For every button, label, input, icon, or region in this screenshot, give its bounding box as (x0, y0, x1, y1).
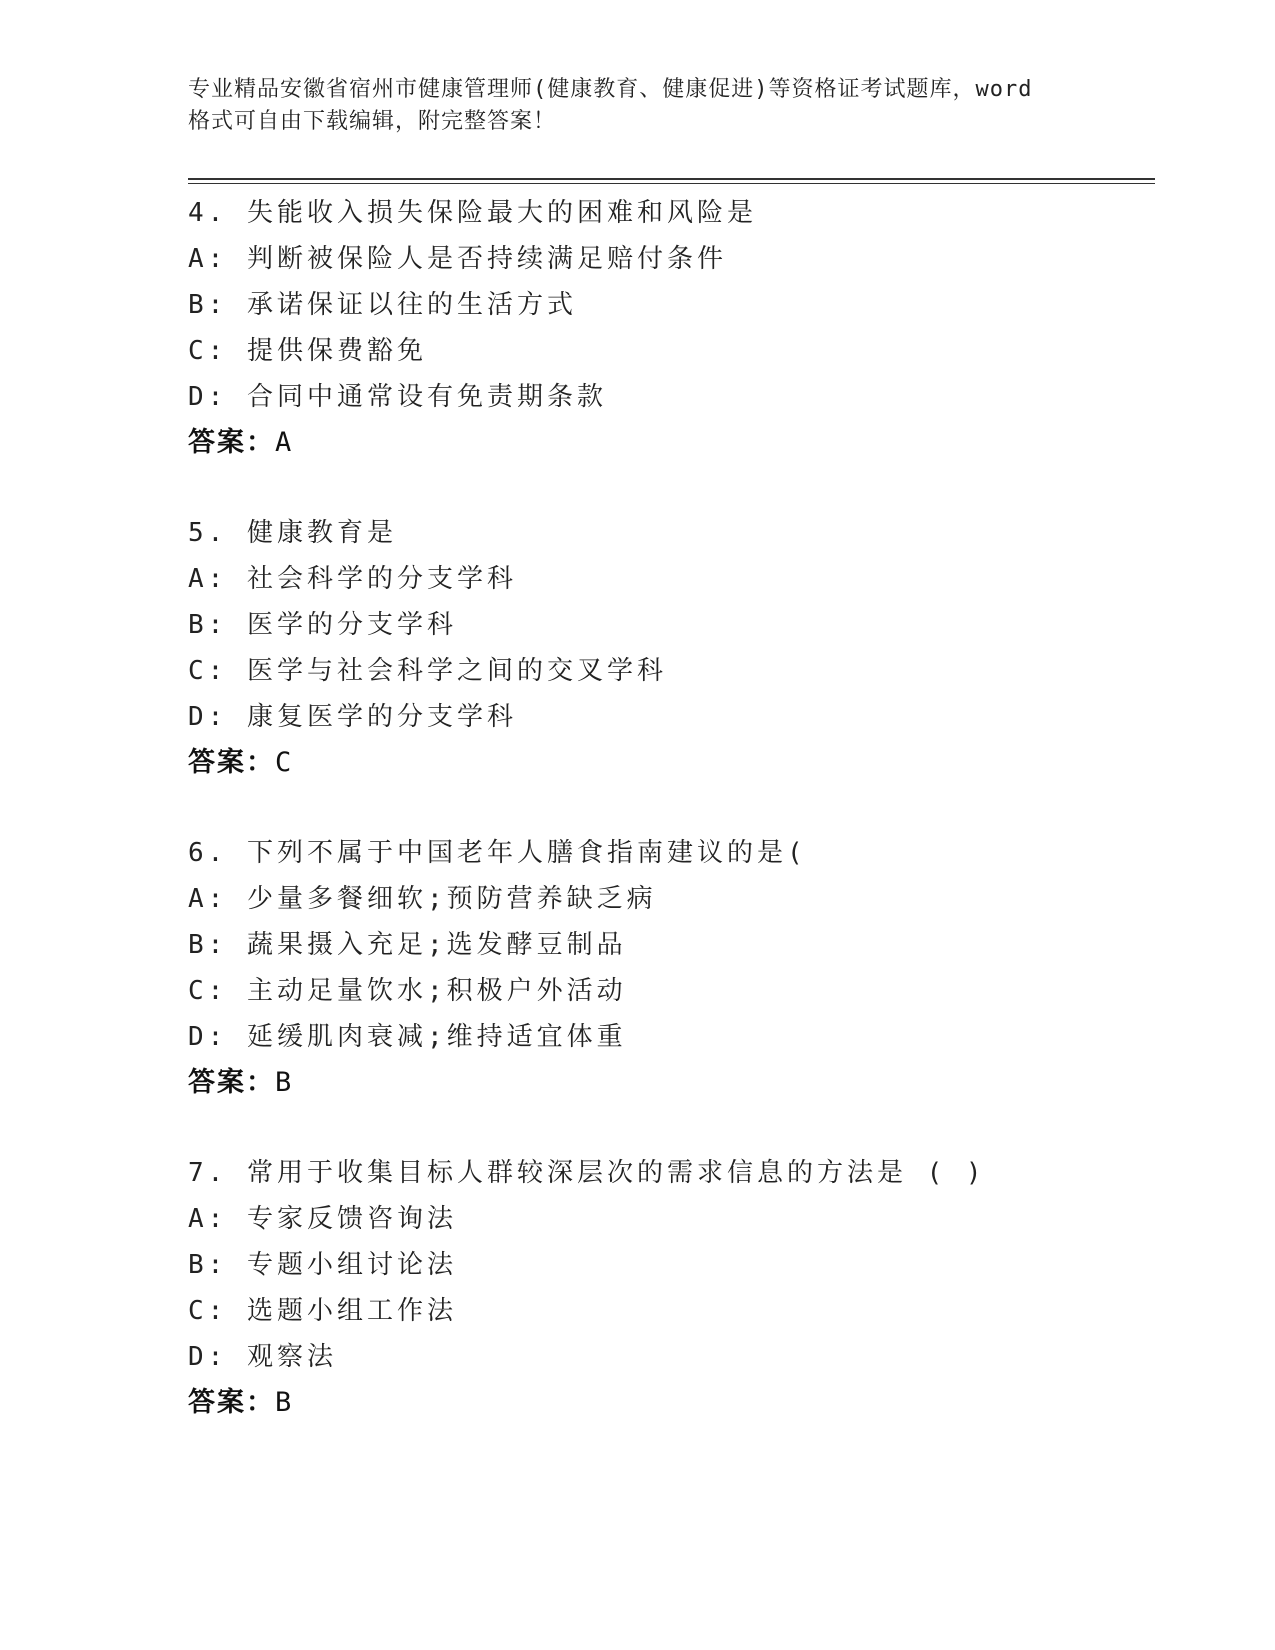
option-a: A: 专家反馈咨询法 (188, 1204, 457, 1234)
question-stem: 6. 下列不属于中国老年人膳食指南建议的是( (188, 838, 807, 868)
option-d: D: 观察法 (188, 1342, 337, 1372)
answer-line (188, 420, 1155, 466)
header-divider-thick (188, 178, 1155, 180)
option-c: C: 提供保费豁免 (188, 336, 427, 366)
answer-line (188, 1060, 1155, 1106)
option-d: D: 延缓肌肉衰减;维持适宜体重 (188, 1022, 627, 1052)
question-5 (188, 510, 1155, 830)
answer-label: 答案： (188, 747, 275, 778)
answer-line (188, 740, 1155, 786)
option-b: B: 蔬果摄入充足;选发酵豆制品 (188, 930, 627, 960)
option-d: D: 康复医学的分支学科 (188, 702, 517, 732)
answer-line (188, 1380, 1155, 1426)
option-b: B: 医学的分支学科 (188, 610, 457, 640)
option-a: A: 少量多餐细软;预防营养缺乏病 (188, 884, 657, 914)
answer-value: C (275, 747, 294, 778)
option-a: A: 判断被保险人是否持续满足赔付条件 (188, 244, 727, 274)
question-stem: 7. 常用于收集目标人群较深层次的需求信息的方法是 ( ) (188, 1158, 986, 1188)
header-line-1: 专业精品安徽省宿州市健康管理师(健康教育、健康促进)等资格证考试题库，word (188, 77, 1033, 102)
option-c: C: 选题小组工作法 (188, 1296, 457, 1326)
answer-label: 答案： (188, 1067, 275, 1098)
document-header (188, 74, 1088, 138)
option-d: D: 合同中通常设有免责期条款 (188, 382, 607, 412)
answer-value: B (275, 1067, 294, 1098)
option-a: A: 社会科学的分支学科 (188, 564, 517, 594)
answer-label: 答案： (188, 427, 275, 458)
option-b: B: 承诺保证以往的生活方式 (188, 290, 577, 320)
question-list (188, 190, 1155, 1470)
option-b: B: 专题小组讨论法 (188, 1250, 457, 1280)
answer-label: 答案： (188, 1387, 275, 1418)
option-c: C: 主动足量饮水;积极户外活动 (188, 976, 627, 1006)
question-6 (188, 830, 1155, 1150)
answer-value: A (275, 427, 294, 458)
header-line-2: 格式可自由下载编辑，附完整答案！ (188, 109, 557, 134)
question-stem: 5. 健康教育是 (188, 518, 397, 548)
option-c: C: 医学与社会科学之间的交叉学科 (188, 656, 667, 686)
question-4 (188, 190, 1155, 510)
header-divider-thin (188, 183, 1155, 184)
question-stem: 4. 失能收入损失保险最大的困难和风险是 (188, 198, 757, 228)
question-7 (188, 1150, 1155, 1470)
answer-value: B (275, 1387, 294, 1418)
